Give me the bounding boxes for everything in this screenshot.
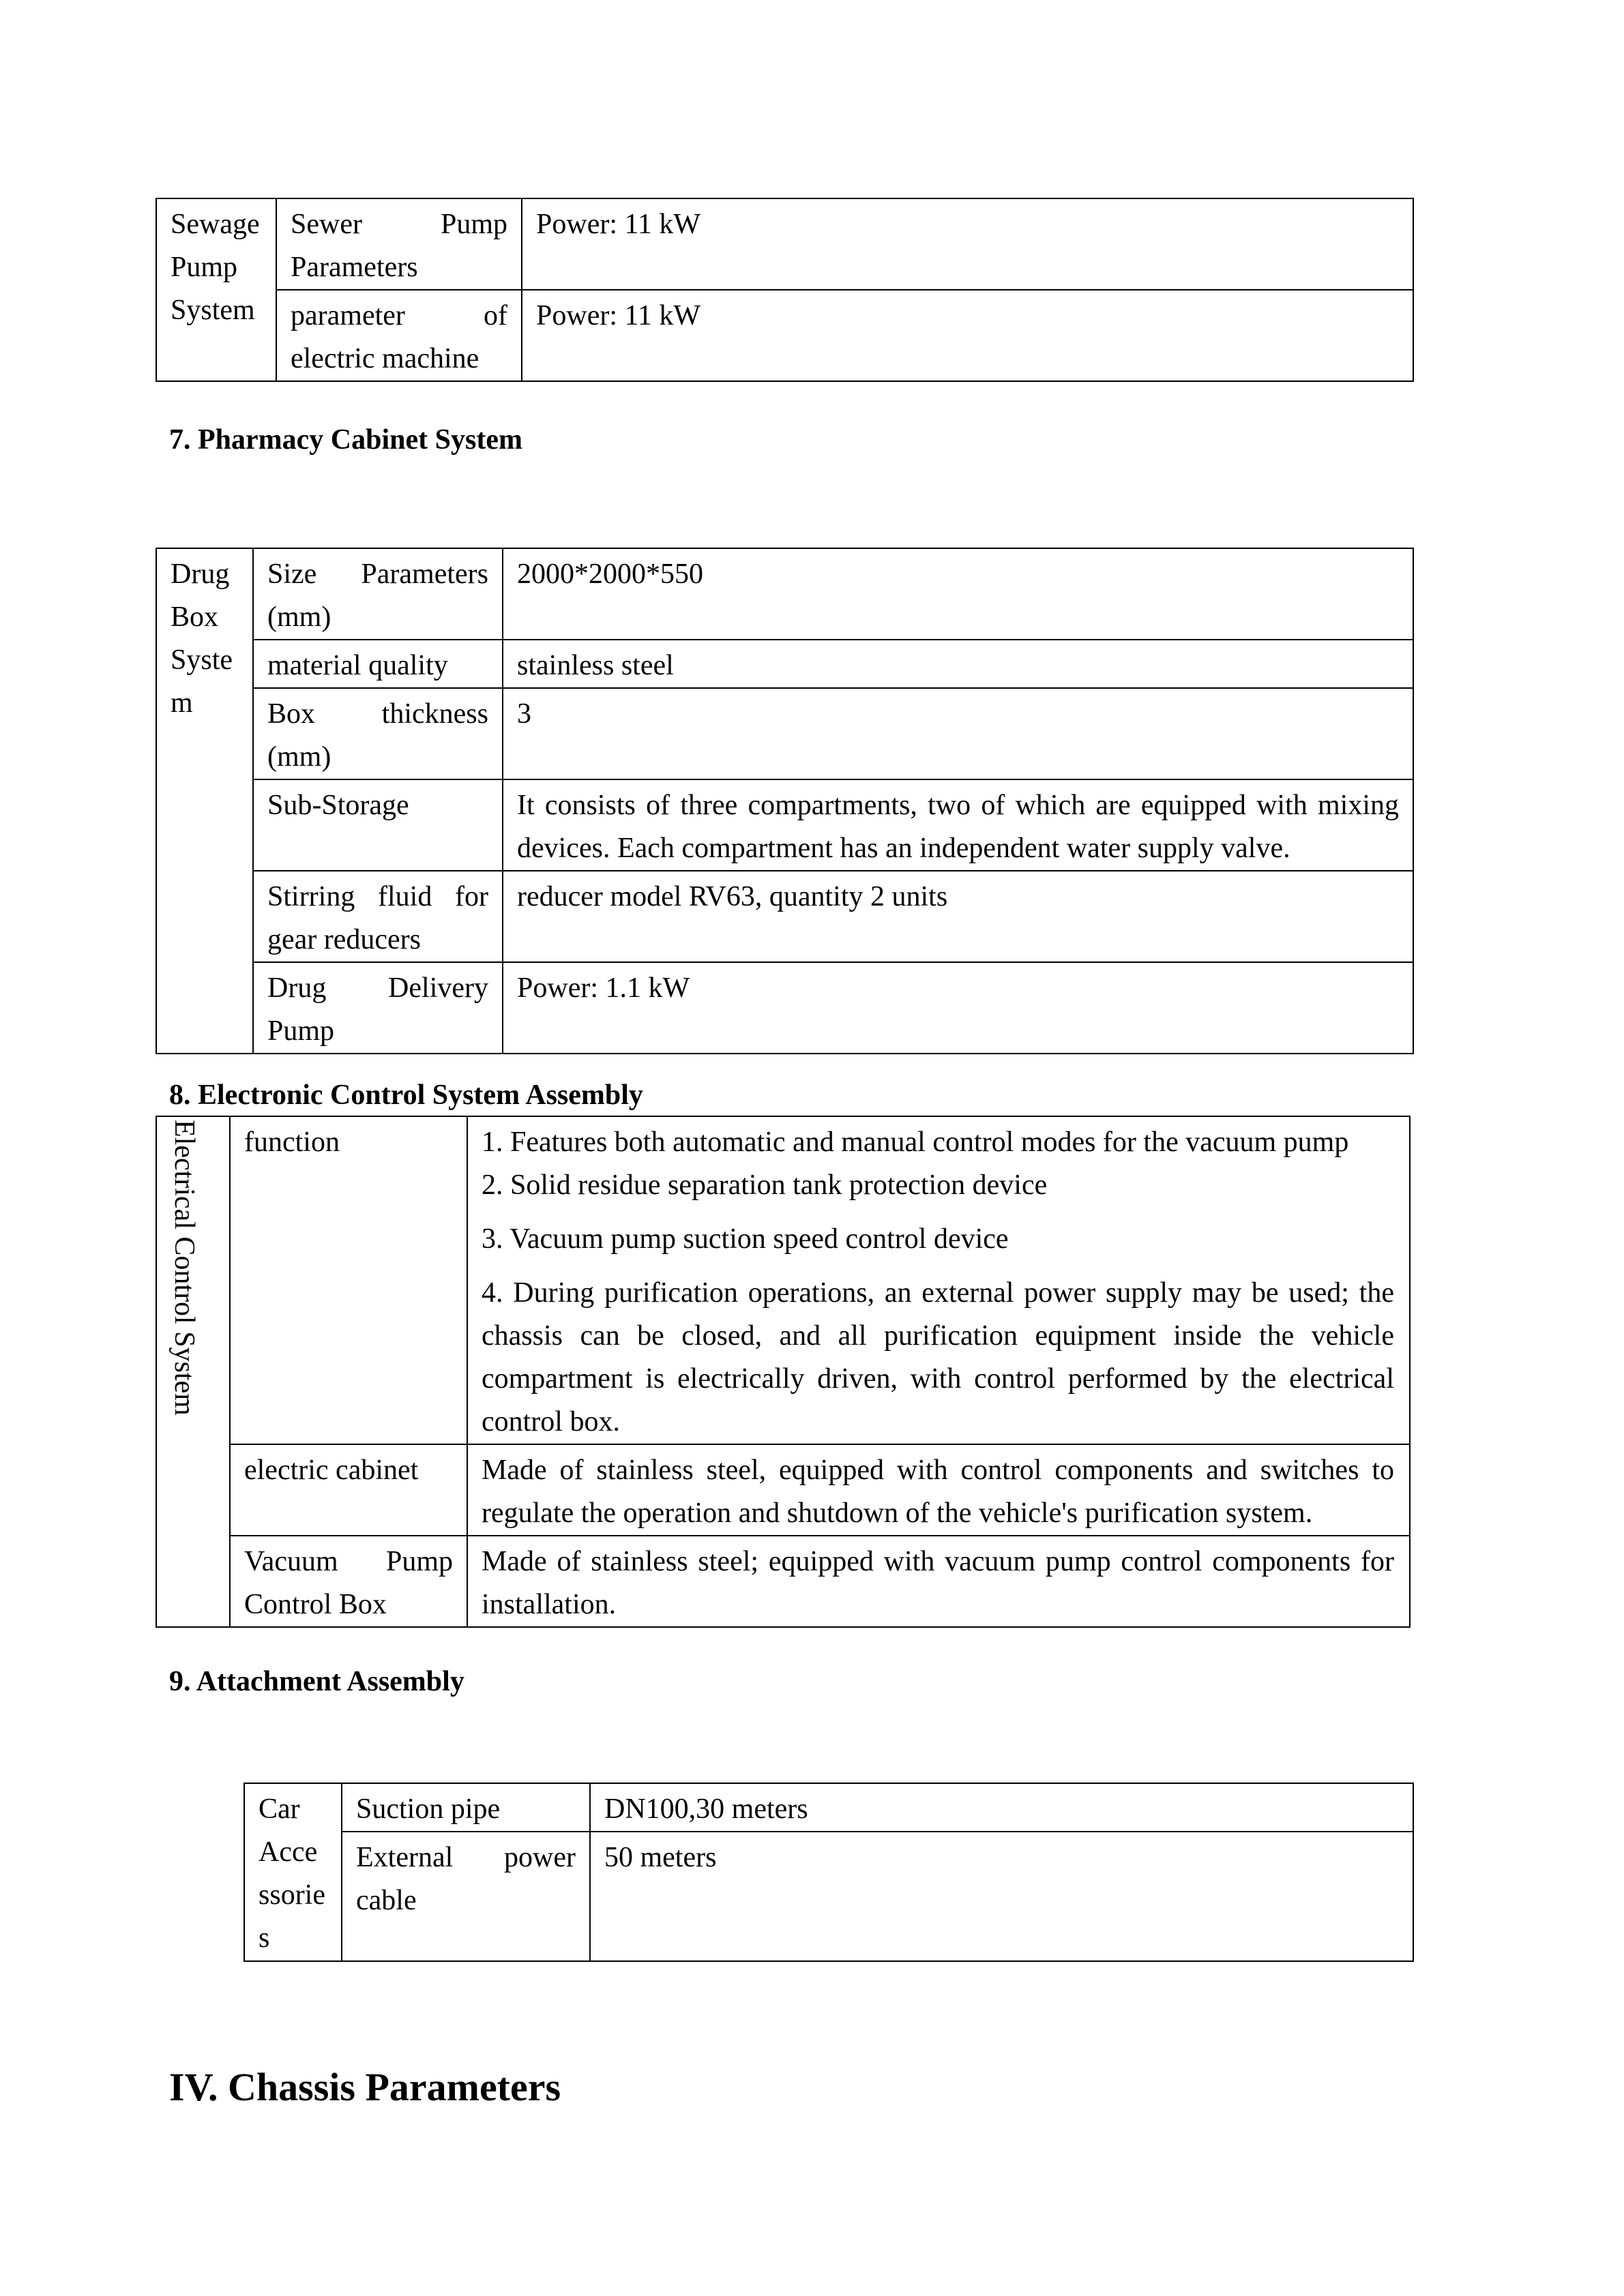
section-9-heading: 9. Attachment Assembly (169, 1666, 464, 1697)
function-item-1: 1. Features both automatic and manual control modes for the vacuum pump (482, 1127, 1349, 1158)
electrical-table (156, 1116, 1411, 1628)
drug-box-table (156, 548, 1414, 1054)
power-cable-value-cell: 50 meters (590, 1832, 1413, 1961)
function-item-4: 4. During purification operations, an external power supply may be used; the (482, 1277, 1394, 1309)
material-value-cell: stainless steel (503, 640, 1413, 688)
stirring-value-cell: reducer model RV63, quantity 2 units (503, 871, 1413, 962)
thickness-param-cell: Box thickness (mm) (253, 688, 503, 779)
power-cable-param-cell: External power cable (342, 1832, 590, 1961)
function-item-2: 2. Solid residue separation tank protection device (482, 1169, 1048, 1201)
electric-cabinet-value-cell: Made of stainless steel, equipped with control components and switches to regulate the operation and shutdown of the vehicle's purification system. (467, 1444, 1410, 1536)
stirring-param-cell: Stirring fluid for gear reducers (253, 871, 503, 962)
sewage-pump-table (156, 198, 1414, 382)
attachments-table (243, 1783, 1414, 1962)
electric-cabinet-param-cell: electric cabinet (230, 1444, 467, 1536)
suction-pipe-value-cell: DN100,30 meters (590, 1783, 1413, 1832)
drug-pump-param-cell: Drug Delivery Pump (253, 962, 503, 1054)
drug-pump-value-cell: Power: 1.1 kW (503, 962, 1413, 1054)
section-7-heading: 7. Pharmacy Cabinet System (169, 424, 522, 456)
drug-box-system-label: Drug Box Syste m (156, 548, 253, 1054)
function-label-cell: function (230, 1116, 467, 1444)
sewer-pump-value-cell: Power: 11 kW (522, 198, 1413, 290)
section-8-heading: 8. Electronic Control System Assembly (169, 1079, 643, 1111)
suction-pipe-param-cell: Suction pipe (342, 1783, 590, 1832)
function-item-3: 3. Vacuum pump suction speed control device (482, 1223, 1009, 1255)
thickness-value-cell: 3 (503, 688, 1413, 779)
vacuum-box-value-cell: Made of stainless steel; equipped with vacuum pump control components for installation. (467, 1536, 1410, 1627)
section-iv-heading: IV. Chassis Parameters (169, 2065, 561, 2109)
function-items-cell: 1. Features both automatic and manual control modes for the vacuum pump 2. Solid residue separation tank protection device 3. Vacuum pump suction speed control device 4. During purification operations, an external power supply may be used; the chassis can be closed, and all purification equipment inside the vehicle compartment is electrically driven, with control performed by the electrical control box. (467, 1116, 1410, 1444)
sub-storage-param-cell: Sub-Storage (253, 779, 503, 871)
material-param-cell: material quality (253, 640, 503, 688)
electric-machine-value-cell: Power: 11 kW (522, 290, 1413, 381)
electric-machine-param-cell: parameter of electric machine (276, 290, 522, 381)
accessories-system-label: Car Acce ssorie s (244, 1783, 342, 1961)
vacuum-box-param-cell: Vacuum Pump Control Box (230, 1536, 467, 1627)
sewer-pump-param-cell: Sewer Pump Parameters (276, 198, 522, 290)
size-value-cell: 2000*2000*550 (503, 548, 1413, 640)
sub-storage-value-cell: It consists of three compartments, two of which are equipped with mixing devices. Each compartment has an independent water supply valve. (503, 779, 1413, 871)
sewage-system-label: Sewage Pump System (156, 198, 276, 381)
size-param-cell: Size Parameters (mm) (253, 548, 503, 640)
electrical-system-label: Electrical Control System (156, 1116, 230, 1627)
